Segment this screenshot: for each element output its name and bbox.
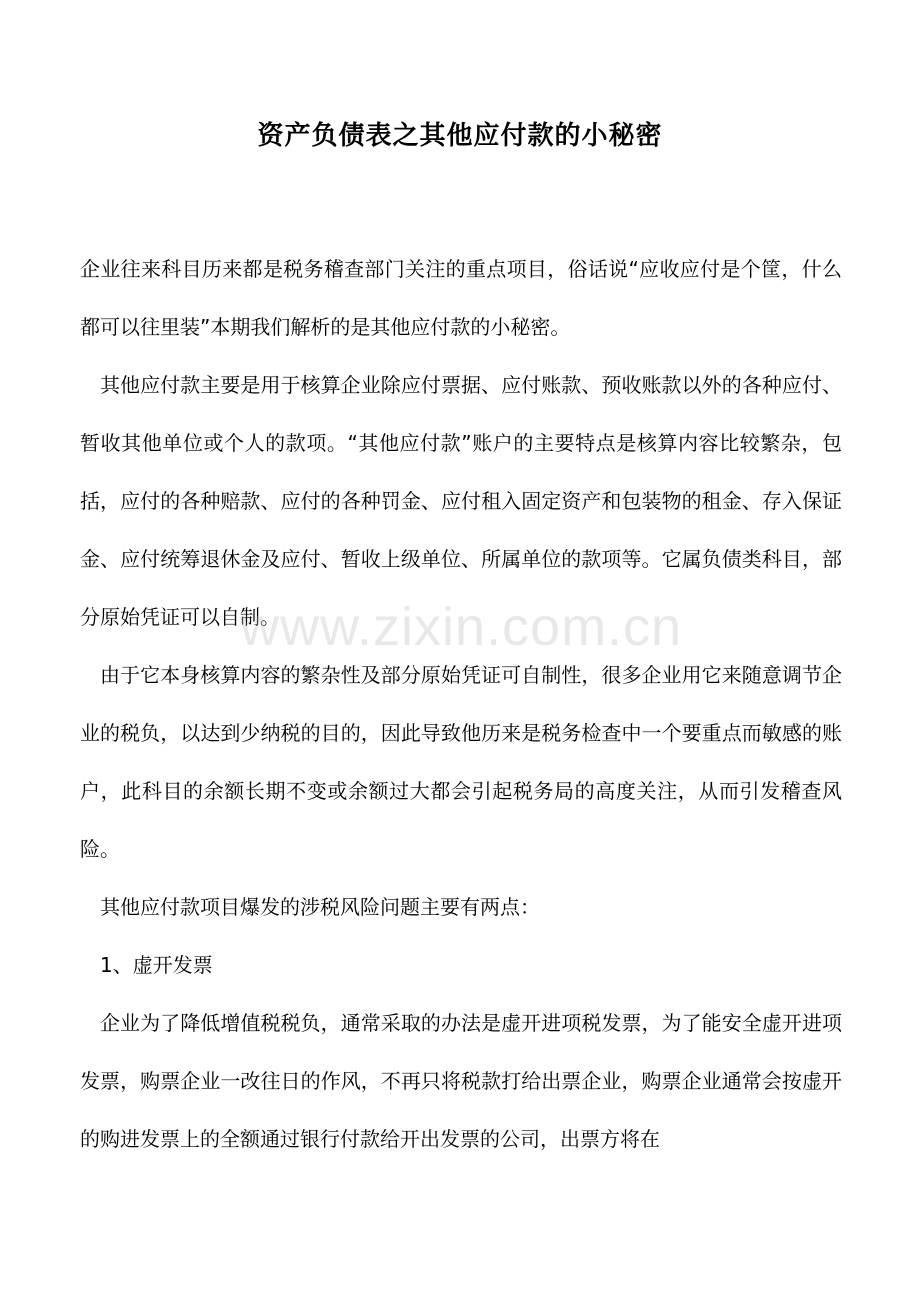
document-title: 资产负债表之其他应付款的小秘密 bbox=[257, 121, 663, 151]
document-body bbox=[80, 240, 842, 1168]
section-heading-fake-invoice: 1、虚开发票 bbox=[100, 953, 213, 977]
paragraph-intro: 企业往来科目历来都是税务稽查部门关注的重点项目，俗话说“应收应付是个筐，什么都可以往里装”本期我们解析的是其他应付款的小秘密。 bbox=[80, 257, 842, 339]
paragraph-risk-intro: 其他应付款项目爆发的涉税风险问题主要有两点： bbox=[100, 895, 540, 919]
paragraph-fake-invoice: 企业为了降低增值税税负，通常采取的办法是虚开进项税发票，为了能安全虚开进项发票，购票企业一改往日的作风，不再只将税款打给出票企业，购票企业通常会按虚开的购进发票上的全额通过银行付款给开出发票的公司，出票方将在 bbox=[80, 1011, 842, 1151]
paragraph-risk-reason: 由于它本身核算内容的繁杂性及部分原始凭证可自制性，很多企业用它来随意调节企业的税负，以达到少纳税的目的，因此导致他历来是税务检查中一个要重点而敏感的账户，此科目的余额长期不变或余额过大都会引起税务局的高度关注，从而引发稽查风险。 bbox=[80, 663, 842, 861]
watermark-text: www.zixin.com.cn bbox=[240, 597, 683, 657]
paragraph-definition: 其他应付款主要是用于核算企业除应付票据、应付账款、预收账款以外的各种应付、暂收其他单位或个人的款项。“其他应付款”账户的主要特点是核算内容比较繁杂，包括，应付的各种赔款、应付的各种罚金、应付租入固定资产和包装物的租金、存入保证金、应付统筹退休金及应付、暂收上级单位、所属单位的款项等。它属负债类科目，部分原始凭证可以自制。 bbox=[80, 373, 842, 629]
